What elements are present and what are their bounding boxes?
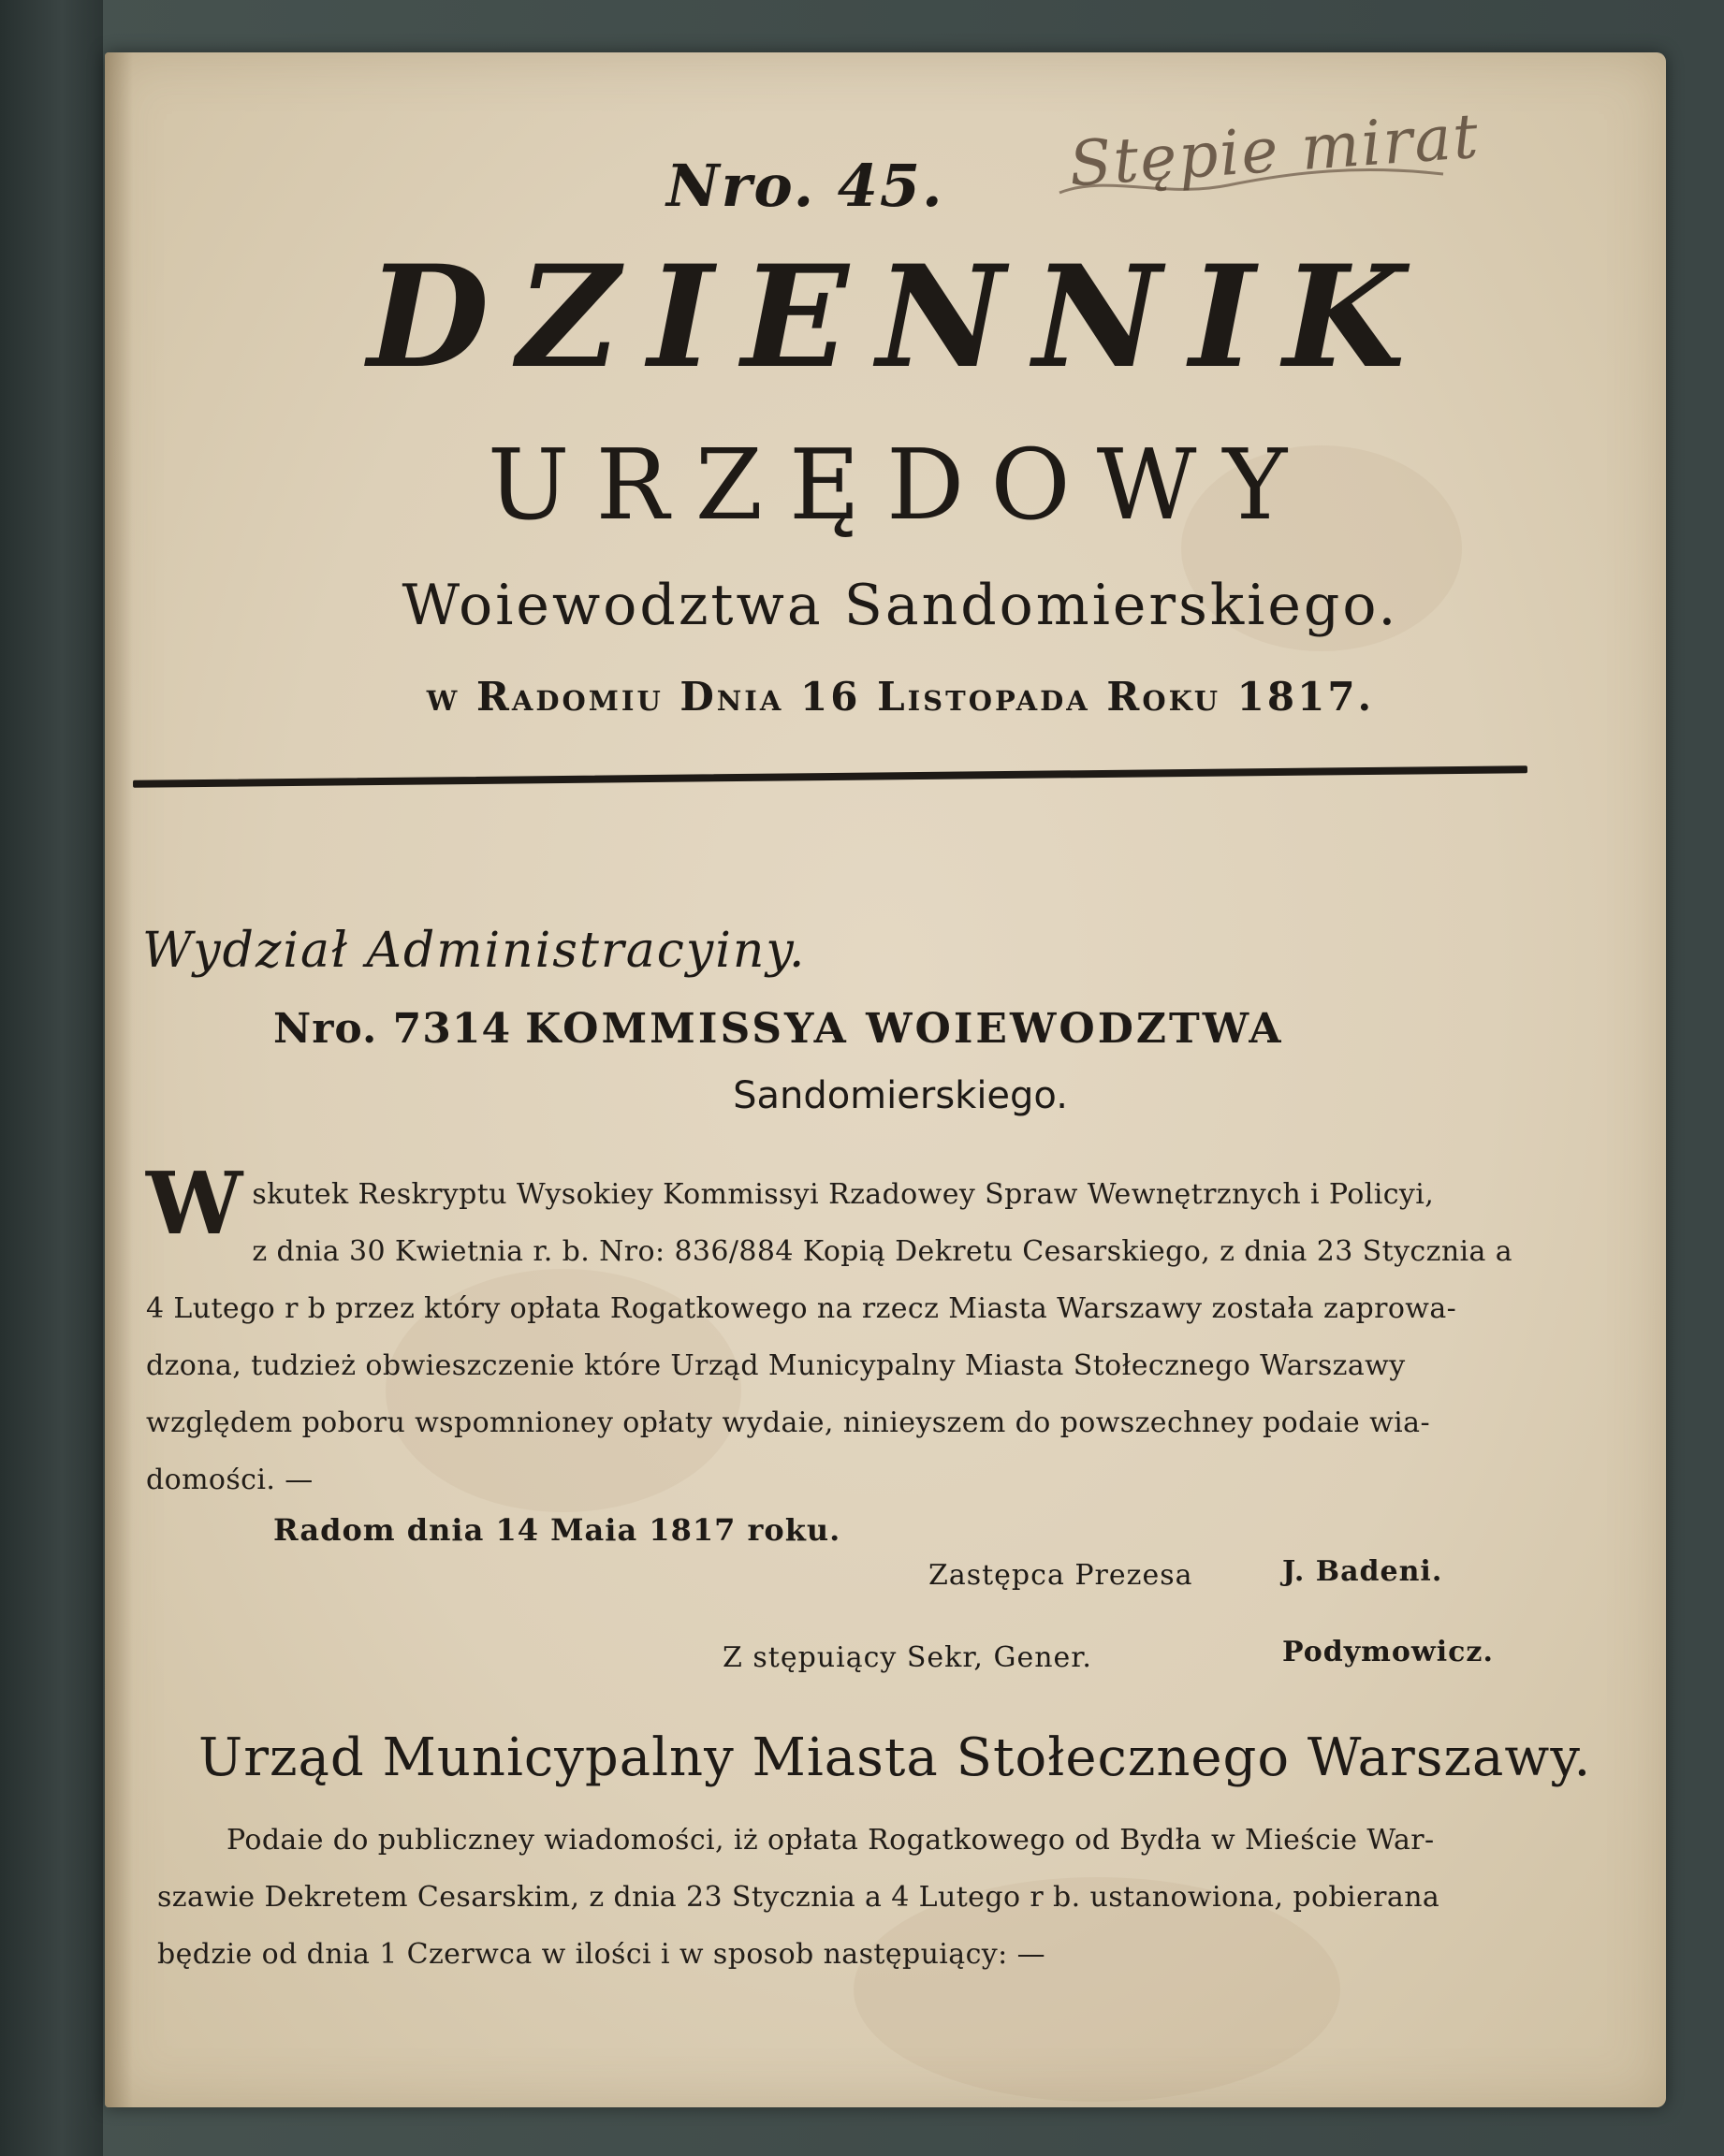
- paragraph-line: z dnia 30 Kwietnia r. b. Nro: 836/884 Kopią Dekretu Cesarskiego, z dnia 23 Stycznia a: [252, 1235, 1513, 1268]
- decree-office: KOMMISSYA WOIEWODZTWA: [525, 1005, 1284, 1053]
- signer2-role: Z stępuiący Sekr, Gener.: [723, 1641, 1092, 1674]
- decree-number: Nro. 7314: [273, 1005, 512, 1053]
- signer1-role: Zastępca Prezesa: [928, 1559, 1193, 1592]
- paragraph-line: szawie Dekretem Cesarskim, z dnia 23 Stycznia a 4 Lutego r b. ustanowiona, pobierana: [157, 1881, 1440, 1914]
- region-name: Woiewodztwa Sandomierskiego.: [402, 573, 1399, 638]
- signer2-name: Podymowicz.: [1282, 1636, 1494, 1668]
- issue-dateline: w Radomiu Dnia 16 Listopada Roku 1817.: [426, 674, 1375, 720]
- decree-paragraph: [146, 1153, 1644, 1508]
- paragraph-line: względem poboru wspomnioney opłaty wydaie, ninieyszem do powszechney podaie wia-: [146, 1406, 1430, 1439]
- masthead-divider: [133, 765, 1527, 788]
- newspaper-title: DZIENNIK: [367, 235, 1434, 400]
- place-date-line: Radom dnia 14 Maia 1817 roku.: [273, 1512, 841, 1548]
- decree-office-sub: Sandomierskiego.: [733, 1074, 1068, 1117]
- newspaper-page: [105, 52, 1666, 2107]
- paragraph-line: dzona, tudzież obwieszczenie które Urząd Municypalny Miasta Stołecznego Warszawy: [146, 1349, 1406, 1382]
- department-heading: Wydział Administracyiny.: [142, 923, 807, 979]
- decree-heading: [273, 1005, 1490, 1053]
- issue-number: Nro. 45.: [666, 152, 944, 220]
- office-heading: Urząd Municypalny Miasta Stołecznego Warszawy.: [198, 1727, 1592, 1788]
- handwritten-note-text: Stępie mirat: [1066, 99, 1483, 201]
- signer1-name: J. Badeni.: [1282, 1555, 1443, 1588]
- paragraph-line: 4 Lutego r b przez który opłata Rogatkowego na rzecz Miasta Warszawy została zaprowa-: [146, 1292, 1457, 1325]
- newspaper-subtitle: URZĘDOWY: [487, 428, 1314, 542]
- paragraph-line: skutek Reskryptu Wysokiey Kommissyi Rzadowey Spraw Wewnętrznych i Policyi,: [252, 1178, 1435, 1211]
- handwritten-annotation: [1050, 99, 1649, 230]
- book-binding: [0, 0, 103, 2156]
- paragraph-line: domości. —: [146, 1464, 314, 1496]
- office-paragraph: [157, 1812, 1655, 1983]
- drop-cap: W: [146, 1153, 243, 1254]
- paragraph-line: Podaie do publiczney wiadomości, iż opłata Rogatkowego od Bydła w Mieście War-: [226, 1824, 1435, 1857]
- page-edge-shadow: [105, 52, 133, 2107]
- paragraph-line: będzie od dnia 1 Czerwca w ilości i w sposob następuiący: —: [157, 1938, 1045, 1971]
